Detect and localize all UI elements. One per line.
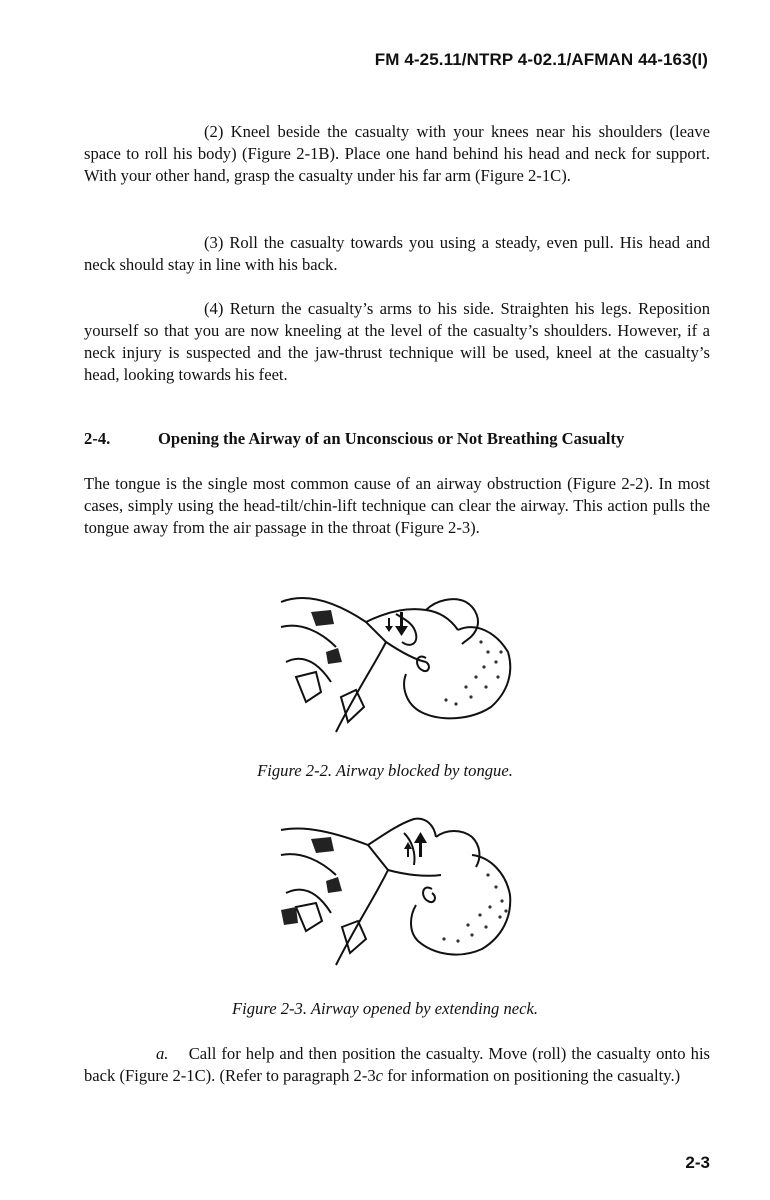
step-a-text-before: Call for help and then position the casualty. Move (roll) the casualty onto his back (Figure 2-1C). (Refer to paragraph 2-3 xyxy=(84,1044,711,1085)
running-header: FM 4-25.11/NTRP 4-02.1/AFMAN 44-163(I) xyxy=(374,50,708,69)
figure-2-2-airway-blocked-illustration xyxy=(276,582,516,742)
figure-2-3-caption: Figure 2-3. Airway opened by extending neck. xyxy=(232,999,538,1018)
figure-2-3-airway-opened-illustration xyxy=(276,815,516,975)
paragraph-step-4: (4) Return the casualty’s arms to his side. Straighten his legs. Reposition yourself so that you are now kneeling at the level of the casualty’s shoulders. However, if a neck injury is suspected and the jaw-thrust technique will be used, kneel at the casualty’s head, looking towards his feet. xyxy=(84,299,710,384)
section-number: 2-4. xyxy=(84,429,111,448)
step-a-letter: a. xyxy=(156,1044,169,1063)
section-heading xyxy=(84,429,724,449)
paragraph-step-3: (3) Roll the casualty towards you using a steady, even pull. His head and neck should stay in line with his back. xyxy=(84,233,710,274)
step-a-text-after: for information on positioning the casualty.) xyxy=(383,1066,681,1085)
figure-2-2-caption: Figure 2-2. Airway blocked by tongue. xyxy=(257,761,513,780)
page-number: 2-3 xyxy=(685,1153,710,1172)
section-body: The tongue is the single most common cause of an airway obstruction (Figure 2-2). In most cases, simply using the head-tilt/chin-lift technique can clear the airway. This action pulls the tongue away from the air passage in the throat (Figure 2-3). xyxy=(84,474,710,537)
step-a-ref-letter: c xyxy=(375,1066,384,1085)
paragraph-step-2: (2) Kneel beside the casualty with your knees near his shoulders (leave space to roll his body) (Figure 2-1B). Place one hand behind his head and neck for support. With your other hand, grasp the casualty under his far arm (Figure 2-1C). xyxy=(84,122,710,185)
step-a-paragraph xyxy=(84,1043,710,1087)
section-title: Opening the Airway of an Unconscious or Not Breathing Casualty xyxy=(158,429,625,448)
